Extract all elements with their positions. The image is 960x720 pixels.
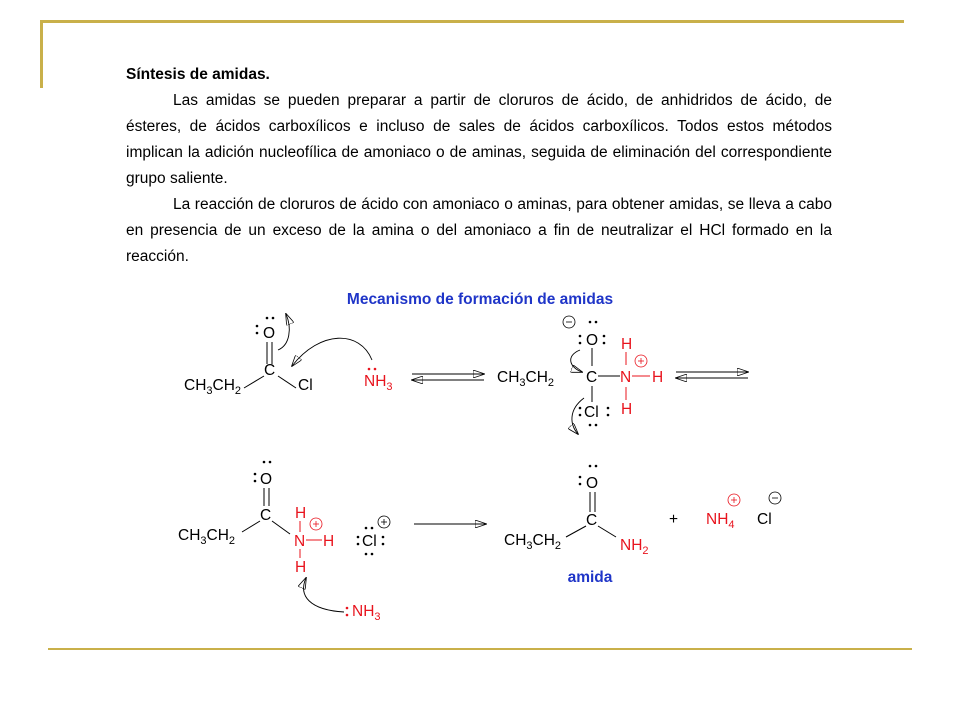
section-title: Síntesis de amidas.: [126, 66, 270, 83]
atom-o-4: O: [586, 475, 599, 492]
curved-arrow-leave: [572, 398, 584, 434]
atom-c-2: C: [586, 369, 598, 386]
atom-cl-2: Cl: [584, 404, 599, 421]
svg-text:H: H: [621, 336, 633, 353]
curved-arrow-deprotonation: [304, 578, 344, 612]
svg-text:Cl: Cl: [757, 511, 772, 528]
ch-label: CH: [184, 377, 207, 394]
atom-c-4: C: [586, 512, 598, 529]
svg-text:H: H: [652, 369, 664, 386]
ammonia-1: [364, 368, 393, 393]
atom-o: O: [263, 325, 276, 342]
curved-arrow-attack: [292, 338, 372, 366]
ammonium-chloride: [706, 492, 781, 531]
svg-text:H: H: [323, 533, 335, 550]
svg-text:H: H: [621, 401, 633, 418]
svg-text:NH3: $NH_3$: [364, 373, 393, 393]
product-label: amida: [567, 569, 613, 586]
plus-sign: +: [669, 511, 679, 528]
amide-product: [504, 465, 649, 557]
svg-text:H: H: [295, 559, 307, 576]
svg-text:CH3CH2: $CH_3CH_2$: [178, 527, 236, 547]
atom-n-3: N: [294, 533, 306, 550]
atom-c-3: C: [260, 507, 272, 524]
svg-text:CH3CH2: $CH_3CH_2$: [497, 369, 555, 389]
svg-text:CH3CH2: $CH_3CH_2$: [504, 532, 562, 552]
chloride-ion: [357, 516, 390, 555]
svg-text:Cl: Cl: [362, 533, 377, 550]
paragraph-1: Las amidas se pueden preparar a partir de cloruros de ácido, de anhidridos de ácido, de ésteres, de ácidos carboxílicos e incluso de sales de ácidos carboxílicos. Todos estos métodos implican la adición nucleofílica de amoniaco o de aminas, seguida de eliminación del correspondiente grupo saliente.: [126, 92, 832, 187]
atom-n-2: N: [620, 369, 632, 386]
atom-o-2: O: [586, 332, 599, 349]
svg-text:H: H: [295, 505, 307, 522]
svg-text:NH4: $NH_4$: [706, 511, 735, 531]
atom-c: C: [264, 362, 276, 379]
svg-text:CH3CH2: $CH_3CH_2$: [184, 377, 242, 397]
curved-arrow-electron: [278, 314, 289, 350]
ammonia-2: [346, 603, 381, 623]
atom-o-3: O: [260, 471, 273, 488]
acid-chloride-molecule: [184, 317, 313, 397]
svg-text:NH2: $NH_2$: [620, 537, 649, 557]
curved-arrow-reform: [571, 350, 582, 372]
mechanism-heading: Mecanismo de formación de amidas: [346, 291, 614, 308]
svg-text:NH3: $NH_3$: [352, 603, 381, 623]
atom-cl: Cl: [298, 377, 313, 394]
protonated-amide: [178, 461, 334, 576]
paragraph-2: La reacción de cloruros de ácido con amoniaco o aminas, para obtener amidas, se lleva a cabo en presencia de un exceso de la amina o del amoniaco a fin de neutralizar el HCl formado en la reacción.: [126, 196, 832, 265]
